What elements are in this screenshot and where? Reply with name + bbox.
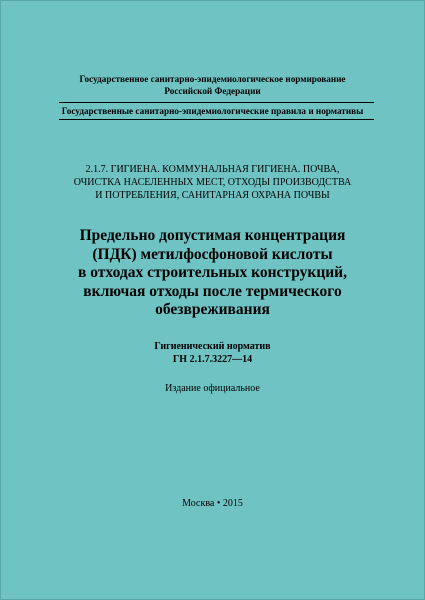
edition-text: Издание официальное xyxy=(165,383,260,394)
series-heading xyxy=(1,163,424,202)
series-line-3: И ПОТРЕБЛЕНИЯ, САНИТАРНАЯ ОХРАНА ПОЧВЫ xyxy=(95,190,330,201)
header-line-1: Государственное санитарно-эпидемиологическое нормирование xyxy=(79,74,346,84)
title-line-3: в отходах строительных конструкций, xyxy=(78,264,347,281)
series-line-2: ОЧИСТКА НАСЕЛЕННЫХ МЕСТ, ОТХОДЫ ПРОИЗВОДСТВА xyxy=(73,177,352,188)
subtitle-code: ГН 2.1.7.3227—14 xyxy=(172,353,253,365)
document-subtitle xyxy=(1,341,424,366)
document-title xyxy=(1,227,424,320)
title-line-2: (ПДК) метилфосфоновой кислоты xyxy=(92,245,333,263)
header-authority xyxy=(1,73,424,97)
divider-top xyxy=(59,102,374,103)
edition-note xyxy=(1,383,424,395)
series-line-1: 2.1.7. ГИГИЕНА. КОММУНАЛЬНАЯ ГИГИЕНА. ПОЧВА, xyxy=(85,164,340,175)
subtitle-type: Гигиенический норматив xyxy=(154,341,271,352)
imprint-text: Москва • 2015 xyxy=(182,498,243,509)
title-line-4: включая отходы после термического xyxy=(83,282,342,300)
header-subline: Государственные санитарно-эпидемиологические правила и нормативы xyxy=(61,106,364,116)
divider-bottom xyxy=(59,119,374,120)
title-line-1: Предельно допустимая концентрация xyxy=(79,227,346,244)
header-line-2: Российской Федерации xyxy=(164,86,261,96)
header-rules-title xyxy=(1,105,424,117)
imprint xyxy=(1,498,424,510)
title-line-5: обезвреживания xyxy=(155,301,270,318)
